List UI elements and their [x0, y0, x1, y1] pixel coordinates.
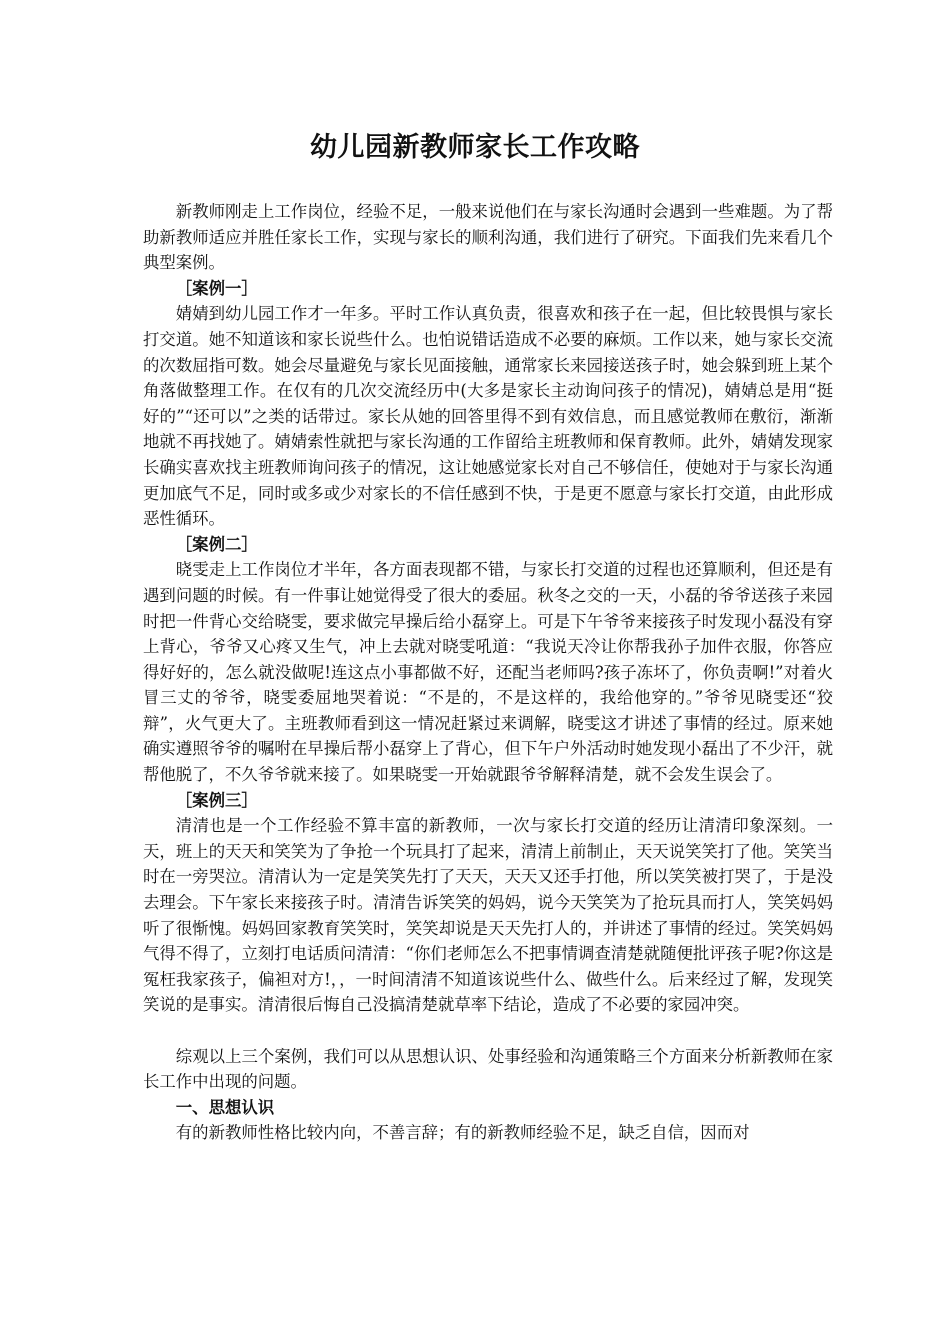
case-2-label: ［案例二］	[175, 534, 258, 554]
case-2-paragraph: 晓雯走上工作岗位才半年，各方面表现都不错，与家长打交道的过程也还算顺利，但还是有遇到问题的时候。有一件事让她觉得受了很大的委屈。秋冬之交的一天，小磊的爷爷送孩子来园时把一件背心交给晓雯，要求做完早操后给小磊穿上。可是下午爷爷来接孩子时发现小磊没有穿上背心，爷爷又心疼又生气，冲上去就对晓雯吼道：“我说天冷让你帮我孙子加件衣服，你答应得好好的，怎么就没做呢!连这点小事都做不好，还配当老师吗?孩子冻坏了，你负责啊!”对着火冒三丈的爷爷，晓雯委屈地哭着说：“不是的，不是这样的，我给他穿的。”爷爷见晓雯还“狡辩”，火气更大了。主班教师看到这一情况赶紧过来调解，晓雯这才讲述了事情的经过。原来她确实遵照爷爷的嘱咐在早操后帮小磊穿上了背心，但下午户外活动时她发现小磊出了不少汗，就帮他脱了，不久爷爷就来接了。如果晓雯一开始就跟爷爷解释清楚，就不会发生误会了。	[143, 560, 833, 785]
case-1-label: ［案例一］	[175, 278, 258, 298]
section-heading: 一、思想认识	[175, 1097, 275, 1117]
document-title: 幼儿园新教师家长工作攻略	[310, 132, 640, 163]
case-1-paragraph: 婧婧到幼儿园工作才一年多。平时工作认真负责，很喜欢和孩子在一起，但比较畏惧与家长打交道。她不知道该和家长说些什么。也怕说错话造成不必要的麻烦。工作以来，她与家长交流的次数屈指可数。她会尽量避免与家长见面接触，通常家长来园接送孩子时，她会躲到班上某个角落做整理工作。在仅有的几次交流经历中(大多是家长主动询问孩子的情况)，婧婧总是用“挺好的”“还可以”之类的话带过。家长从她的回答里得不到有效信息，而且感觉教师在敷衍，渐渐地就不再找她了。婧婧索性就把与家长沟通的工作留给主班教师和保育教师。此外，婧婧发现家长确实喜欢找主班教师询问孩子的情况，这让她感觉家长对自己不够信任，使她对于与家长沟通更加底气不足，同时或多或少对家长的不信任感到不快，于是更不愿意与家长打交道，由此形成恶性循环。	[143, 304, 833, 529]
document-body	[143, 199, 833, 1146]
case-3-paragraph: 清清也是一个工作经验不算丰富的新教师，一次与家长打交道的经历让清清印象深刻。一天，班上的天天和笑笑为了争抢一个玩具打了起来，清清上前制止，天天说笑笑打了他。笑笑当时在一旁哭泣。清清认为一定是笑笑先打了天天，天天又还手打他，所以笑笑被打哭了，于是没去理会。下午家长来接孩子时。清清告诉笑笑的妈妈，说今天笑笑为了抢玩具而打人，笑笑妈妈听了很惭愧。妈妈回家教育笑笑时，笑笑却说是天天先打人的，并讲述了事情的经过。笑笑妈妈气得不得了，立刻打电话质问清清：“你们老师怎么不把事情调查清楚就随便批评孩子呢?你这是冤枉我家孩子，偏袒对方!，，一时间清清不知道该说些什么、做些什么。后来经过了解，发现笑笑说的是事实。清清很后悔自己没搞清楚就草率下结论，造成了不必要的家园冲突。	[143, 816, 833, 1015]
blank-line	[143, 1018, 833, 1044]
summary-paragraph: 综观以上三个案例，我们可以从思想认识、处事经验和沟通策略三个方面来分析新教师在家长工作中出现的问题。	[143, 1046, 833, 1092]
section-paragraph: 有的新教师性格比较内向，不善言辞；有的新教师经验不足，缺乏自信，因而对	[175, 1123, 750, 1143]
intro-paragraph: 新教师刚走上工作岗位，经验不足，一般来说他们在与家长沟通时会遇到一些难题。为了帮助新教师适应并胜任家长工作，实现与家长的顺利沟通，我们进行了研究。下面我们先来看几个典型案例。	[143, 202, 833, 273]
case-3-label: ［案例三］	[175, 790, 258, 810]
